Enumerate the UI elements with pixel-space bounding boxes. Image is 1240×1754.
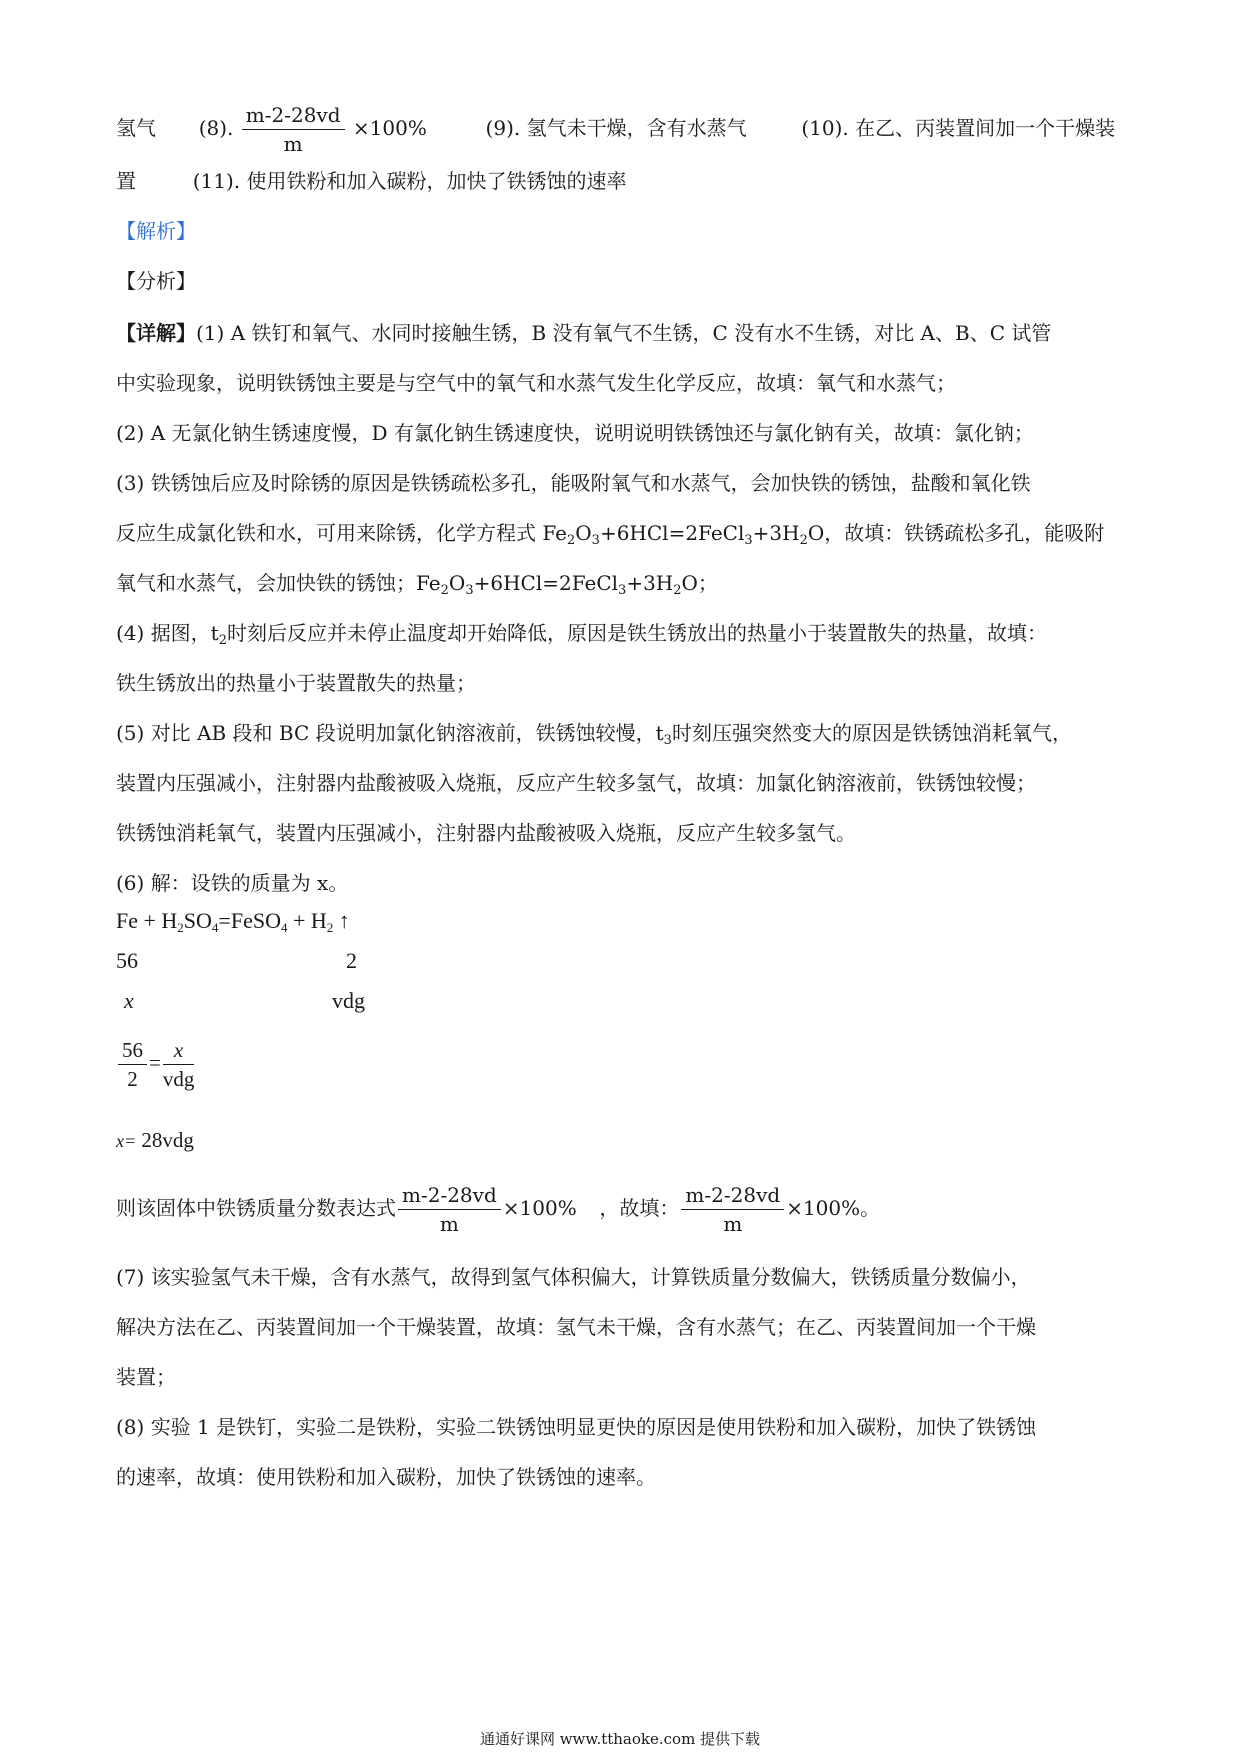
paragraph-3a: (3) 铁锈蚀后应及时除锈的原因是铁锈疏松多孔，能吸附氧气和水蒸气，会加快铁的锈蚀，盐酸和氧化铁: [116, 471, 1031, 495]
molar-mass-h2: 2: [346, 948, 357, 973]
paragraph-5a: (5) 对比 AB 段和 BC 段说明加氯化钠溶液前，铁锈蚀较慢，$t_3$时刻压强突然变大的原因是铁锈蚀消耗氧气，: [116, 721, 1072, 748]
paragraph-6: (6) 解：设铁的质量为 x。: [116, 871, 349, 895]
chemical-equation: $Fe + H_2SO_4=FeSO_4 + H_2$ ↑: [116, 908, 350, 935]
gas-arrow-icon: ↑: [338, 908, 350, 933]
answer-11: (11). 使用铁粉和加入碳粉，加快了铁锈蚀的速率: [192, 169, 627, 193]
paragraph-8a: (8) 实验 1 是铁钉，实验二是铁粉，实验二铁锈蚀明显更快的原因是使用铁粉和加入碳粉，加快了铁锈蚀: [116, 1415, 1037, 1439]
variable-vdg: vdg: [332, 988, 365, 1013]
paragraph-1b: 中实验现象，说明铁锈蚀主要是与空气中的氧气和水蒸气发生化学反应，故填：氧气和水蒸气；: [116, 371, 956, 395]
paragraph-5b: 装置内压强减小，注射器内盐酸被吸入烧瓶，反应产生较多氢气，故填：加氯化钠溶液前，铁锈蚀较慢；: [116, 771, 1036, 795]
answer-line-2-start: 置: [116, 169, 136, 193]
fraction-denominator: m: [283, 132, 303, 156]
paragraph-7c: 装置；: [116, 1365, 176, 1389]
answer-8-suffix: ×100%: [352, 116, 427, 140]
answer-10: (10). 在乙、丙装置间加一个干燥装: [801, 116, 1116, 140]
heading-jiexi: 【解析】: [116, 219, 196, 243]
paragraph-3c: 氧气和水蒸气，会加快铁的锈蚀；$Fe_2O_3+6HCl=2FeCl_3+3H_2O$；: [116, 571, 718, 598]
heading-fenxi: 【分析】: [116, 269, 196, 293]
ratio-equation: $\frac{56}{2}$ = $\frac{x}{\text{vdg}}$: [116, 1038, 196, 1091]
paragraph-5c: 铁锈蚀消耗氧气，装置内压强减小，注射器内盐酸被吸入烧瓶，反应产生较多氢气。: [116, 821, 856, 845]
paragraph-7a: (7) 该实验氢气未干燥，含有水蒸气，故得到氢气体积偏大，计算铁质量分数偏大，铁锈质量分数偏小，: [116, 1265, 1031, 1289]
result-line: x= 28vdg: [116, 1128, 194, 1152]
fraction-numerator: m-2-28vd: [242, 103, 345, 130]
page-footer: 通通好课网 www.tthaoke.com 提供下载: [479, 1730, 761, 1748]
paragraph-7b: 解决方法在乙、丙装置间加一个干燥装置，故填：氢气未干燥，含有水蒸气；在乙、丙装置间加一个干燥: [116, 1315, 1036, 1339]
answer-8-fraction: [242, 103, 345, 156]
heading-xiangjie: 【详解】: [116, 321, 196, 345]
answer-8-label: (8).: [198, 116, 234, 140]
molar-mass-fe: 56: [116, 948, 138, 973]
answer-prefix: 氢气: [116, 116, 156, 140]
paragraph-2: (2) A 无氯化钠生锈速度慢，D 有氯化钠生锈速度快，说明说明铁锈蚀还与氯化钠有关，故填：氯化钠；: [116, 421, 1034, 445]
variable-x: x: [124, 988, 134, 1013]
paragraph-3b: 反应生成氯化铁和水，可用来除锈，化学方程式 $Fe_2O_3+6HCl=2FeCl_3+3H_2O$，故填：铁锈疏松多孔，能吸附: [116, 521, 1105, 548]
answer-line-1: [116, 98, 1130, 158]
answer-9: (9). 氢气未干燥，含有水蒸气: [485, 116, 747, 140]
paragraph-1a: 【详解】(1) A 铁钉和氧气、水同时接触生锈，B 没有氧气不生锈，C 没有水不生锈，对比 A、B、C 试管: [116, 321, 1052, 345]
paragraph-4a: (4) 据图，$t_2$时刻后反应并未停止温度却开始降低，原因是铁生锈放出的热量小于装置散失的热量，故填：: [116, 621, 1048, 648]
paragraph-8b: 的速率，故填：使用铁粉和加入碳粉，加快了铁锈蚀的速率。: [116, 1465, 656, 1489]
paragraph-4b: 铁生锈放出的热量小于装置散失的热量；: [116, 671, 476, 695]
answer-line-2: [116, 166, 1130, 196]
conclusion-line: 则该固体中铁锈质量分数表达式 $\frac{m-2-28vd}{m}$ ×100% ，故填： $\frac{m-2-28vd}{m}$ ×100%。: [116, 1183, 881, 1236]
